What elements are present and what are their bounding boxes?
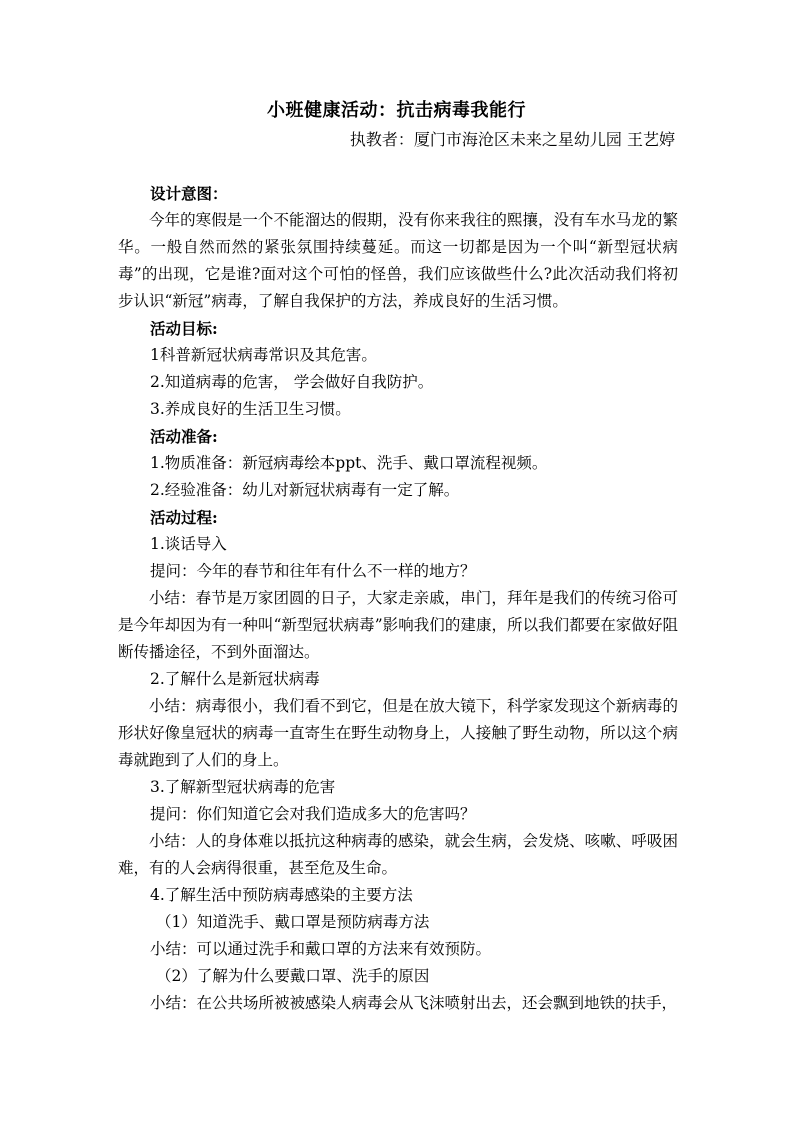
step2-title: 2.了解什么是新冠状病毒 [150, 670, 320, 688]
document-body [118, 180, 678, 1017]
author-line: 执教者：厦门市海沧区未来之星幼儿园 王艺婷 [349, 130, 675, 149]
preparation-heading: 活动准备: [150, 427, 218, 446]
goals-heading: 活动目标: [150, 319, 218, 338]
process-heading: 活动过程: [150, 508, 218, 527]
step1-title: 1.谈话导入 [150, 535, 227, 553]
step2-summary: 小结：病毒很小，我们看不到它，但是在放大镜下，科学家发现这个新病毒的形状好像皇冠状的病毒一直寄生在野生动物身上，人接触了野生动物，所以这个病毒就跑到了人们的身上。 [118, 697, 678, 769]
design-intent-heading: 设计意图： [150, 184, 228, 203]
step3-summary: 小结：人的身体难以抵抗这种病毒的感染，就会生病，会发烧、咳嗽、呼吸困难，有的人会病得很重，甚至危及生命。 [118, 832, 678, 877]
goal-item: 1科普新冠状病毒常识及其危害。 [150, 346, 377, 364]
preparation-item: 1.物质准备：新冠病毒绘本ppt、洗手、戴口罩流程视频。 [150, 454, 548, 472]
step1-summary: 小结：春节是万家团圆的日子，大家走亲戚，串门，拜年是我们的传统习俗可是今年却因为有一种叫“新型冠状病毒”影响我们的建康，所以我们都要在家做好阻断传播途径，不到外面溜达。 [118, 589, 678, 661]
step4-sub1: （1）知道洗手、戴口罩是预防病毒方法 [156, 913, 430, 931]
preparation-item: 2.经验准备：幼儿对新冠状病毒有一定了解。 [150, 481, 460, 499]
goal-item: 3.养成良好的生活卫生习惯。 [150, 400, 351, 418]
design-intent-text: 今年的寒假是一个不能溜达的假期，没有你来我往的熙攘，没有车水马龙的繁华。一般自然而然的紧张氛围持续蔓延。而这一切都是因为一个叫“新型冠状病毒”的出现，它是谁?面对这个可怕的怪兽，我们应该做些什么?此次活动我们将初步认识“新冠”病毒，了解自我保护的方法，养成良好的生活习惯。 [118, 211, 678, 310]
step1-question: 提问：今年的春节和往年有什么不一样的地方？ [150, 562, 476, 580]
step4-summary2: 小结：在公共场所被被感染人病毒会从飞沫喷射出去，还会飘到地铁的扶手， [150, 994, 678, 1012]
step4-title: 4.了解生活中预防病毒感染的主要方法 [150, 886, 413, 904]
step3-question: 提问：你们知道它会对我们造成多大的危害吗？ [150, 805, 476, 823]
step4-summary1: 小结：可以通过洗手和戴口罩的方法来有效预防。 [150, 940, 492, 958]
document-title: 小班健康活动：抗击病毒我能行 [267, 100, 526, 121]
step4-sub2: （2）了解为什么要戴口罩、洗手的原因 [156, 967, 430, 985]
goal-item: 2.知道病毒的危害， 学会做好自我防护。 [150, 373, 434, 391]
step3-title: 3.了解新型冠状病毒的危害 [150, 778, 336, 796]
